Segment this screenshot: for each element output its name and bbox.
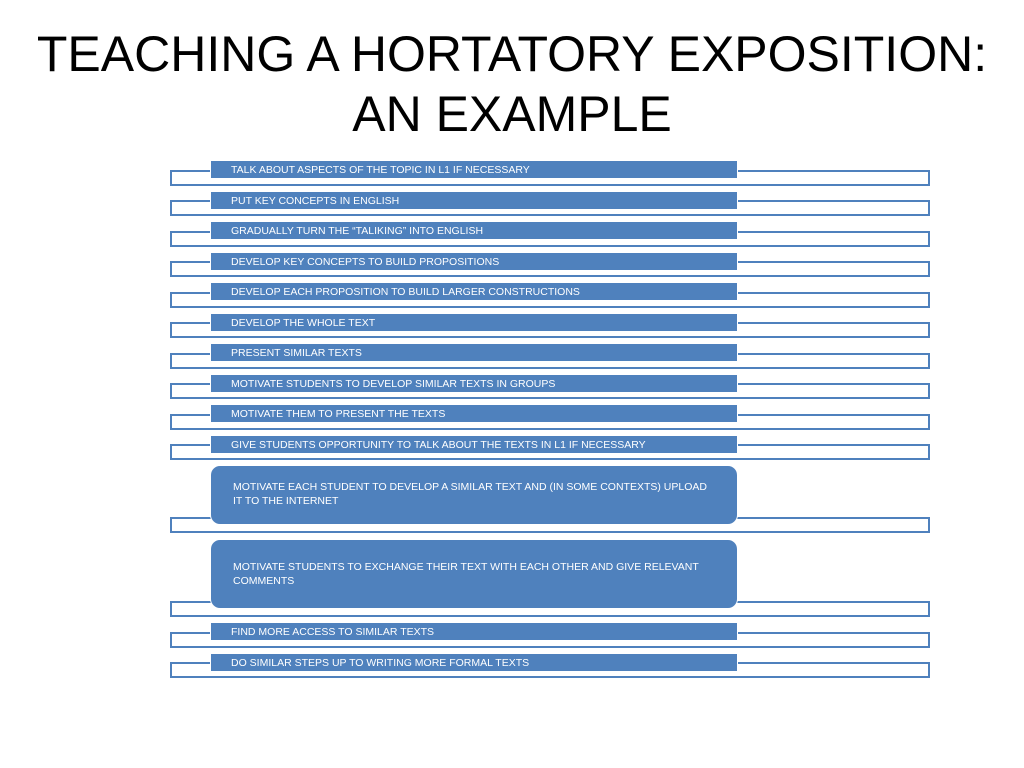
step-label: DEVELOP KEY CONCEPTS TO BUILD PROPOSITIONS xyxy=(210,252,738,271)
step-label: PUT KEY CONCEPTS IN ENGLISH xyxy=(210,191,738,210)
step-label: MOTIVATE EACH STUDENT TO DEVELOP A SIMILAR TEXT AND (IN SOME CONTEXTS) UPLOAD IT TO THE INTERNET xyxy=(210,465,738,525)
slide-title-line-1: TEACHING A HORTATORY EXPOSITION: xyxy=(36,26,988,82)
step-label: FIND MORE ACCESS TO SIMILAR TEXTS xyxy=(210,622,738,641)
step-label: GIVE STUDENTS OPPORTUNITY TO TALK ABOUT THE TEXTS IN L1 IF NECESSARY xyxy=(210,435,738,454)
step-label: MOTIVATE STUDENTS TO EXCHANGE THEIR TEXT WITH EACH OTHER AND GIVE RELEVANT COMMENTS xyxy=(210,539,738,609)
step-label: GRADUALLY TURN THE “TALIKING” INTO ENGLISH xyxy=(210,221,738,240)
step-label: DEVELOP THE WHOLE TEXT xyxy=(210,313,738,332)
step-label: MOTIVATE THEM TO PRESENT THE TEXTS xyxy=(210,404,738,423)
step-label: DEVELOP EACH PROPOSITION TO BUILD LARGER CONSTRUCTIONS xyxy=(210,282,738,301)
step-label: TALK ABOUT ASPECTS OF THE TOPIC IN L1 IF NECESSARY xyxy=(210,160,738,179)
slide-title-line-2: AN EXAMPLE xyxy=(352,86,672,142)
step-label: DO SIMILAR STEPS UP TO WRITING MORE FORMAL TEXTS xyxy=(210,653,738,672)
step-label: MOTIVATE STUDENTS TO DEVELOP SIMILAR TEXTS IN GROUPS xyxy=(210,374,738,393)
step-label: PRESENT SIMILAR TEXTS xyxy=(210,343,738,362)
